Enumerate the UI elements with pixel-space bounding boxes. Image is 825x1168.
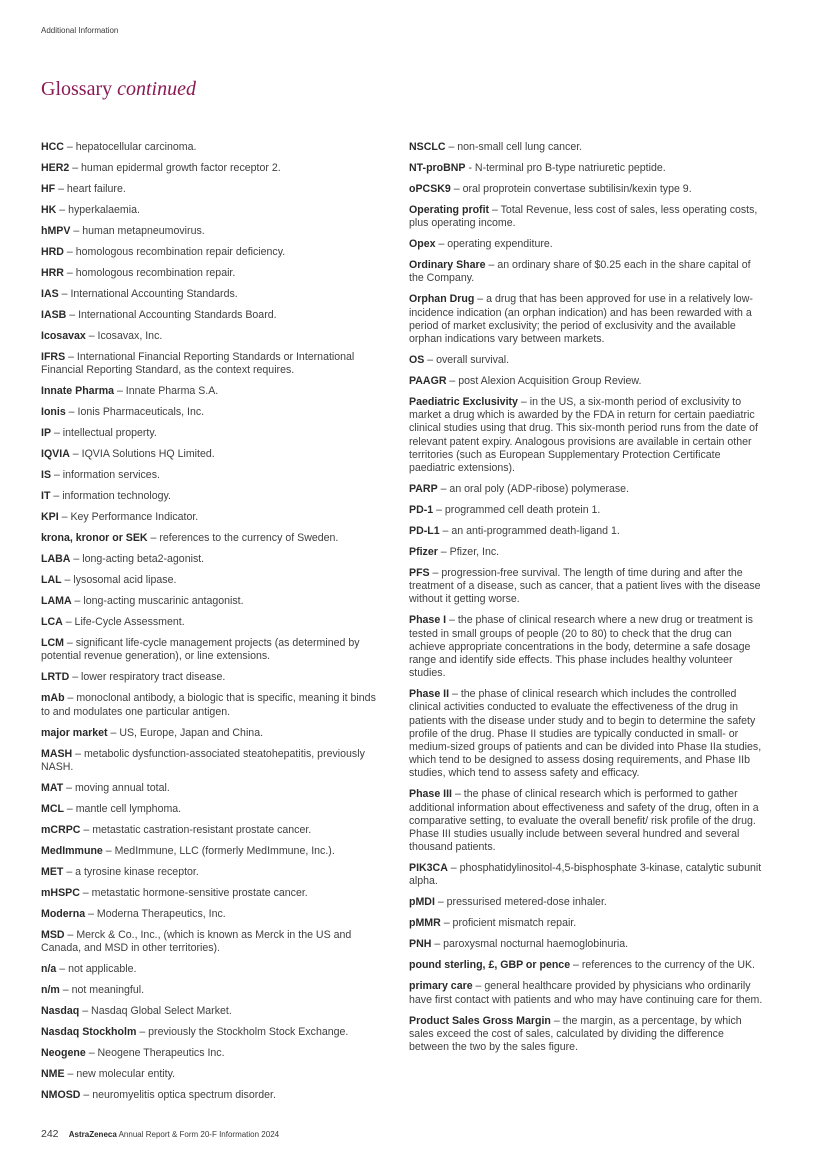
glossary-definition: – neuromyelitis optica spectrum disorder. [80, 1089, 276, 1102]
glossary-entry [41, 1005, 386, 1018]
glossary-entry [409, 959, 764, 972]
glossary-term: PNH [409, 938, 432, 951]
glossary-entry [409, 204, 764, 230]
glossary-definition: – Key Performance Indicator. [58, 511, 199, 524]
glossary-term: HRD [41, 246, 64, 258]
glossary-definition: – long-acting muscarinic antagonist. [71, 595, 244, 608]
glossary-term: Neogene [41, 1047, 86, 1060]
glossary-entry [41, 385, 386, 398]
glossary-entry [41, 782, 386, 795]
glossary-definition: – information services. [51, 469, 160, 482]
report-name: Annual Report & Form 20-F Information 2024 [118, 1130, 280, 1139]
glossary-entry [41, 553, 386, 566]
glossary-entry [41, 511, 386, 524]
glossary-definition: – an oral poly (ADP-ribose) polymerase. [437, 483, 630, 496]
glossary-definition: – mantle cell lymphoma. [63, 802, 182, 815]
glossary-entry [41, 225, 386, 238]
glossary-entry [41, 141, 386, 154]
glossary-term: MCL [41, 802, 64, 815]
glossary-entry [41, 1026, 386, 1039]
glossary-definition: – significant life-cycle management projects (as determined by potential revenue generation), or line extensions. [41, 637, 360, 663]
glossary-entry [41, 406, 386, 419]
glossary-term: Nasdaq Stockholm [41, 1026, 137, 1039]
glossary-entry [41, 330, 386, 343]
glossary-term: MedImmune [41, 844, 103, 857]
glossary-definition: – references to the currency of the UK. [570, 959, 755, 972]
glossary-definition: – human epidermal growth factor receptor 2. [69, 162, 281, 174]
glossary-entry [41, 866, 386, 879]
glossary-entry [409, 980, 764, 1006]
glossary-term: hMPV [41, 225, 71, 237]
glossary-term: PAAGR [409, 375, 447, 388]
glossary-entry [41, 532, 386, 545]
glossary-term: Ordinary Share [409, 259, 486, 272]
glossary-entry [41, 490, 386, 503]
glossary-term: MSD [41, 928, 65, 941]
glossary-definition: – lower respiratory tract disease. [69, 671, 226, 684]
glossary-term: HF [41, 183, 56, 195]
glossary-term: IS [41, 469, 52, 482]
glossary-term: IP [41, 427, 52, 440]
glossary-definition: – intellectual property. [51, 427, 157, 440]
glossary-definition: – a tyrosine kinase receptor. [63, 865, 199, 878]
glossary-term: PIK3CA [409, 862, 448, 875]
brand-name: AstraZeneca [68, 1130, 117, 1139]
glossary-entry [41, 929, 386, 955]
glossary-entry [41, 908, 386, 921]
glossary-definition: – long-acting beta2-agonist. [70, 553, 205, 566]
glossary-definition: – pressurised metered-dose inhaler. [434, 896, 607, 909]
glossary-term: IQVIA [41, 448, 70, 461]
page-title-main: Glossary [41, 78, 113, 100]
glossary-entry [409, 917, 764, 930]
section-label: Additional Information [41, 26, 119, 35]
glossary-term: OS [409, 354, 425, 367]
glossary-term: primary care [409, 980, 473, 993]
glossary-definition: – an anti-programmed death-ligand 1. [439, 525, 620, 538]
glossary-definition: – information technology. [50, 490, 171, 503]
glossary-term: LABA [41, 553, 71, 566]
glossary-definition: – Merck & Co., Inc., (which is known as Merck in the US and Canada, and MSD in other territories). [41, 928, 352, 955]
glossary-entry [409, 525, 764, 538]
glossary-definition: – non-small cell lung cancer. [445, 141, 583, 153]
glossary-term: NSCLC [409, 141, 446, 153]
glossary-entry [41, 727, 386, 740]
glossary-term: oPCSK9 [409, 183, 451, 195]
glossary-term: PFS [409, 567, 430, 580]
glossary-definition: – heart failure. [55, 183, 126, 195]
glossary-definition: – Total Revenue, less cost of sales, less operating costs, plus operating income. [409, 204, 758, 230]
glossary-entry [41, 309, 386, 322]
glossary-definition: – IQVIA Solutions HQ Limited. [69, 448, 215, 461]
glossary-term: pound sterling, £, GBP or pence [409, 959, 571, 972]
glossary-entry [409, 259, 764, 285]
glossary-entry [409, 862, 764, 888]
glossary-term: Moderna [41, 907, 86, 920]
glossary-definition: – oral proprotein convertase subtilisin/kexin type 9. [450, 183, 692, 195]
glossary-definition: – proficient mismatch repair. [440, 917, 577, 930]
glossary-definition: – monoclonal antibody, a biologic that is specific, meaning it binds to and modulates one particular antigen. [41, 692, 376, 718]
glossary-definition: – homologous recombination repair. [63, 267, 236, 279]
glossary-term: krona, kronor or SEK [41, 532, 148, 545]
glossary-entry [409, 375, 764, 388]
glossary-definition: – homologous recombination repair deficiency. [63, 246, 286, 258]
glossary-definition: – operating expenditure. [435, 238, 553, 251]
glossary-entry [41, 427, 386, 440]
glossary-term: Phase III [409, 788, 452, 801]
glossary-term: LRTD [41, 671, 70, 684]
glossary-definition: – post Alexion Acquisition Group Review. [446, 375, 642, 388]
glossary-term: mCRPC [41, 823, 81, 836]
glossary-definition: – a drug that has been approved for use in a relatively low-incidence indication (an orphan indication) and has been rewarded with a period of market exclusivity; the period of exclusivity and the available orphan indications vary between markets. [409, 293, 753, 346]
glossary-definition: – general healthcare provided by physicians who ordinarily have first contact with patients and who may have continuing care for them. [409, 980, 763, 1006]
glossary-entry [409, 238, 764, 251]
glossary-term: IAS [41, 288, 59, 300]
glossary-term: Pfizer [409, 546, 438, 559]
glossary-definition: – phosphatidylinositol-4,5-bisphosphate 3-kinase, catalytic subunit alpha. [409, 862, 762, 888]
glossary-term: MET [41, 865, 64, 878]
glossary-term: LCA [41, 616, 63, 629]
glossary-definition: – not applicable. [56, 963, 137, 976]
glossary-entry [41, 637, 386, 663]
glossary-entry [41, 246, 386, 259]
glossary-definition: – Pfizer, Inc. [437, 546, 500, 559]
glossary-definition: – Nasdaq Global Select Market. [79, 1005, 232, 1018]
glossary-term: HRR [41, 267, 64, 279]
glossary-term: NMOSD [41, 1089, 81, 1102]
glossary-term: HK [41, 204, 57, 216]
page-title-continued: continued [117, 78, 196, 100]
glossary-definition: – hyperkalaemia. [56, 204, 140, 216]
glossary-term: Icosavax [41, 330, 86, 342]
glossary-term: KPI [41, 511, 59, 524]
glossary-term: Product Sales Gross Margin [409, 1014, 551, 1027]
glossary-entry [409, 396, 764, 475]
page-footer [41, 1128, 279, 1140]
glossary-entry [41, 1089, 386, 1102]
glossary-entry [409, 567, 764, 607]
glossary-term: IT [41, 490, 51, 503]
glossary-term: HER2 [41, 162, 70, 174]
page-number: 242 [41, 1128, 59, 1140]
glossary-entry [41, 963, 386, 976]
glossary-entry [409, 483, 764, 496]
glossary-entry [409, 896, 764, 909]
glossary-term: LAL [41, 574, 62, 587]
glossary-definition: – International Accounting Standards. [58, 288, 238, 300]
glossary-term: NT-proBNP [409, 162, 466, 174]
glossary-term: LAMA [41, 595, 72, 608]
glossary-definition: – metastatic hormone-sensitive prostate cancer. [79, 886, 308, 899]
glossary-term: Ionis [41, 406, 66, 419]
glossary-definition: – overall survival. [424, 354, 510, 367]
glossary-term: pMMR [409, 917, 441, 930]
glossary-entry [409, 141, 764, 154]
glossary-entry [409, 546, 764, 559]
glossary-term: LCM [41, 637, 64, 650]
glossary-entry [409, 688, 764, 780]
glossary-term: Orphan Drug [409, 293, 475, 306]
glossary-entry [41, 288, 386, 301]
glossary-entry [409, 293, 764, 346]
glossary-term: mAb [41, 692, 65, 705]
glossary-term: pMDI [409, 896, 435, 909]
glossary-term: Paediatric Exclusivity [409, 396, 518, 409]
glossary-entry [41, 574, 386, 587]
glossary-entry [41, 692, 386, 718]
glossary-definition: – previously the Stockholm Stock Exchange. [136, 1026, 349, 1039]
glossary-definition: - N-terminal pro B-type natriuretic peptide. [465, 162, 666, 174]
glossary-entry [41, 803, 386, 816]
glossary-entry [41, 595, 386, 608]
glossary-entry [41, 887, 386, 900]
glossary-entry [41, 448, 386, 461]
glossary-entry [409, 354, 764, 367]
glossary-term: MASH [41, 747, 73, 760]
glossary-definition: – International Financial Reporting Standards or International Financial Reporting Standard, as the context requires. [41, 351, 355, 377]
glossary-entry [409, 614, 764, 680]
glossary-term: PD-L1 [409, 525, 440, 538]
glossary-term: Opex [409, 238, 436, 251]
glossary-term: Nasdaq [41, 1005, 80, 1018]
glossary-definition: – the phase of clinical research where a new drug or treatment is tested in small groups of people (20 to 80) to check that the drug can achieve appropriate concentrations in the body, determine a safe dosage range and identify side effects. This phase includes healthy volunteer studies. [409, 614, 753, 680]
glossary-entry [41, 748, 386, 774]
glossary-entry [41, 351, 386, 377]
glossary-term: major market [41, 726, 108, 739]
glossary-term: mHSPC [41, 886, 80, 899]
glossary-entry [41, 984, 386, 997]
glossary-entry [409, 162, 764, 175]
glossary-term: MAT [41, 781, 64, 794]
glossary-term: Phase I [409, 614, 447, 627]
glossary-entry [409, 938, 764, 951]
glossary-entry [41, 1068, 386, 1081]
glossary-definition: – in the US, a six-month period of exclusivity to market a drug which is awarded by the FDA in return for certain paediatric clinical studies using that drug. This six-month period runs from the date of relevant patent expiry. Analogous provisions are available in certain other territories (such as European Supplementary Protection Certificate paediatric extensions). [409, 396, 758, 475]
glossary-entry [41, 183, 386, 196]
glossary-term: n/a [41, 963, 57, 976]
glossary-left-column [41, 141, 386, 1110]
glossary-term: IFRS [41, 351, 66, 363]
glossary-definition: – Icosavax, Inc. [85, 330, 163, 342]
glossary-definition: – references to the currency of Sweden. [147, 532, 339, 545]
glossary-entry [409, 788, 764, 854]
glossary-definition: – the margin, as a percentage, by which sales exceed the cost of sales, calculated by dividing the difference between the two by the sales figure. [409, 1014, 742, 1054]
glossary-entry [41, 267, 386, 280]
glossary-entry [41, 845, 386, 858]
glossary-term: Operating profit [409, 204, 490, 216]
glossary-definition: – metabolic dysfunction-associated steatohepatitis, previously NASH. [41, 747, 365, 773]
glossary-term: HCC [41, 141, 64, 153]
glossary-definition: – Ionis Pharmaceuticals, Inc. [65, 406, 205, 419]
page-title [41, 78, 196, 101]
glossary-definition: – MedImmune, LLC (formerly MedImmune, Inc.). [102, 844, 335, 857]
glossary-definition: – Innate Pharma S.A. [114, 385, 219, 398]
glossary-entry [41, 1047, 386, 1060]
glossary-term: NME [41, 1068, 65, 1081]
glossary-definition: – International Accounting Standards Board. [66, 309, 277, 321]
glossary-definition: – metastatic castration-resistant prostate cancer. [80, 823, 312, 836]
glossary-entry [409, 1015, 764, 1055]
glossary-term: PD-1 [409, 504, 434, 517]
glossary-definition: – progression-free survival. The length of time during and after the treatment of a disease, such as cancer, that a patient lives with the disease without it getting worse. [409, 567, 761, 606]
glossary-entry [409, 504, 764, 517]
glossary-term: Innate Pharma [41, 385, 115, 398]
glossary-entry [41, 671, 386, 684]
glossary-definition: – the phase of clinical research which includes the controlled clinical activities conducted to evaluate the effectiveness of the drug in patients with the disease under study and to begin to determine the safety profile of the drug. Phase II studies are typically conducted in small- or medium-sized groups of patients and can be divided into Phase IIa studies, which tend to be designed to assess dosing requirements, and Phase IIb studies, which tend to assess safety and efficacy. [409, 688, 762, 780]
glossary-definition: – US, Europe, Japan and China. [107, 726, 264, 739]
glossary-term: n/m [41, 984, 60, 997]
glossary-definition: – not meaningful. [59, 984, 145, 997]
glossary-definition: – new molecular entity. [64, 1068, 176, 1081]
glossary-entry [41, 824, 386, 837]
glossary-term: IASB [41, 309, 67, 321]
glossary-entry [41, 469, 386, 482]
glossary-definition: – hepatocellular carcinoma. [63, 141, 197, 153]
glossary-entry [41, 162, 386, 175]
glossary-definition: – Moderna Therapeutics, Inc. [85, 907, 226, 920]
glossary-definition: – Neogene Therapeutics Inc. [85, 1047, 225, 1060]
glossary-definition: – programmed cell death protein 1. [433, 504, 601, 517]
glossary-right-column [409, 141, 764, 1062]
glossary-term: Phase II [409, 688, 450, 701]
glossary-entry [41, 204, 386, 217]
glossary-definition: – paroxysmal nocturnal haemoglobinuria. [431, 938, 629, 951]
glossary-definition: – lysosomal acid lipase. [61, 574, 177, 587]
glossary-definition: – an ordinary share of $0.25 each in the share capital of the Company. [409, 259, 751, 285]
glossary-definition: – Life-Cycle Assessment. [62, 616, 185, 629]
glossary-term: PARP [409, 483, 438, 496]
glossary-entry [409, 183, 764, 196]
glossary-definition: – moving annual total. [63, 781, 170, 794]
glossary-entry [41, 616, 386, 629]
glossary-definition: – human metapneumovirus. [70, 225, 205, 237]
glossary-definition: – the phase of clinical research which is performed to gather additional information about effectiveness and safety of the drug, often in a comparative setting, to evaluate the overall benefit/ risk profile of the drug. Phase III studies usually include between several hundred and several thousand patients. [409, 788, 759, 854]
